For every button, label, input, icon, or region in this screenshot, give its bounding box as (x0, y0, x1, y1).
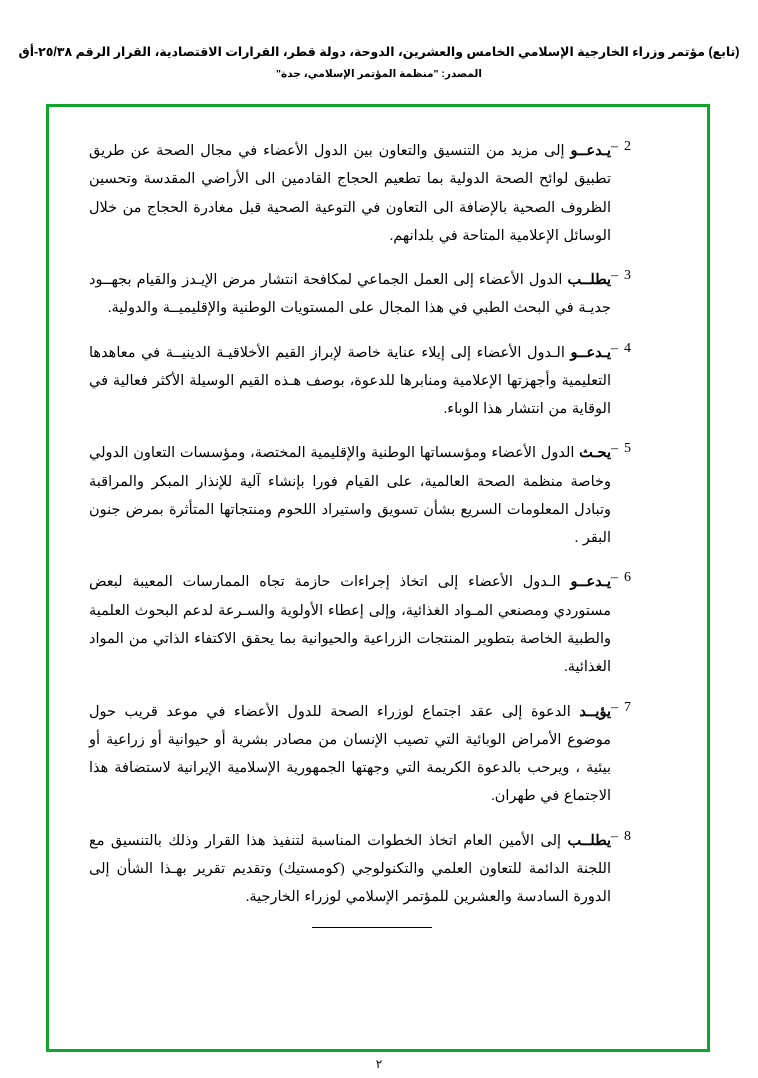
clause-index: 4 (624, 340, 631, 356)
clause-body (89, 339, 611, 424)
clause-lead: يطلــب (567, 832, 611, 849)
clause-index: 5 (624, 441, 631, 457)
clause-body (89, 568, 611, 681)
clause-dash: – (611, 828, 618, 844)
section-divider (312, 927, 432, 928)
clause-lead: يحـث (579, 445, 611, 462)
clause-lead: يؤيــد (579, 703, 611, 720)
list-item (89, 698, 655, 811)
clause-text: إلى مزيد من التنسيق والتعاون بين الدول الأعضاء في مجال الصحة عن طريق تطبيق لوائح الصحة الدولية بما تطعيم الحجاج القادمين الى الأراضي المقدسة وتحسين الظروف الصحية بالإضافة الى التعاون في التوعية الصحية قبل مغادرة الحجاج من خلال الوسائل الإعلامية المتاحة في بلدانهم. (89, 143, 611, 244)
clause-dash: – (611, 268, 618, 284)
clause-dash: – (611, 570, 618, 586)
clause-text: الدول الأعضاء ومؤسساتها الوطنية والإقليمية المختصة، ومؤسسات التعاون الدولي وخاصة منظمة الصحة العالمية، على القيام فورا بإنشاء آلية للإنذار المبكر والمراقبة وتبادل المعلومات السريع بشأن تسويق واستيراد اللحوم ومنتجاتها المتأثرة بمرض جنون البقر . (89, 445, 611, 547)
clause-dash: – (611, 441, 618, 457)
clause-body (89, 439, 611, 552)
clause-dash: – (611, 699, 618, 715)
clause-index: 7 (624, 699, 631, 715)
list-item (89, 568, 655, 681)
clause-index: 2 (624, 139, 631, 154)
clause-body (89, 698, 611, 811)
list-item (89, 339, 655, 424)
clause-lead: يـدعــو (570, 574, 611, 591)
clause-number (611, 439, 655, 457)
clause-text: الـدول الأعضاء إلى اتخاذ إجراءات حازمة تجاه الممارسات المعيبة لبعض مستوردي ومصنعي المـواد الغذائية، وإلى إعطاء الأولوية والسـرعة لدعم البحوث العلمية والطبية الخاصة بتطوير المنتجات الزراعية والحيوانية بما يحقق الاكتفاء الذاتي من المواد الغذائية. (89, 574, 611, 676)
clause-text: الدول الأعضاء إلى العمل الجماعي لمكافحة انتشار مرض الإيـدز والقيام بجهــود جديـة في البحث الطبي في هذا المجال على المستويات الوطنية والإقليميــة والدولية. (89, 272, 611, 317)
clause-number (611, 568, 655, 586)
clause-index: 3 (624, 268, 631, 284)
header-source: المصدر: "منظمة المؤتمر الإسلامي، جدة" (276, 67, 482, 80)
clause-number (611, 137, 655, 155)
clause-text: الـدول الأعضاء إلى إيلاء عناية خاصة لإبراز القيم الأخلاقيـة الدينيــة في معاهدها التعليمية وأجهزتها الإعلامية ومنابرها للدعوة، بوصف هـذه القيم الوسيلة الأكثر فعالية في الوقاية من انتشار هذا الوباء. (89, 344, 611, 418)
list-item (89, 827, 655, 912)
clause-body (89, 137, 611, 250)
list-item (89, 137, 655, 250)
list-item (89, 439, 655, 552)
clause-lead: يـدعــو (570, 344, 611, 361)
clause-lead: يطلــب (567, 272, 611, 289)
clause-text: الدعوة إلى عقد اجتماع لوزراء الصحة للدول الأعضاء في موعد قريب حول موضوع الأمراض الوبائية التي تصيب الإنسان من مصادر بشرية أو حيوانية أو زراعية أو بيئية ، ويرحب بالدعوة الكريمة التي وجهتها الجمهورية الإسلامية الإيرانية لاستضافة هذا الاجتماع في طهران. (89, 703, 611, 805)
clause-number (611, 266, 655, 284)
page-header (0, 44, 758, 82)
clause-body (89, 266, 611, 323)
clause-number (611, 827, 655, 845)
list-item (89, 266, 655, 323)
clause-text: إلى الأمين العام اتخاذ الخطوات المناسبة لتنفيذ هذا القرار وذلك بالتنسيق مع اللجنة الدائمة للتعاون العلمي والتكنولوجي (كومستيك) وتقديم تقرير بهـذا الشأن إلى الدورة السادسة والعشرين للمؤتمر الإسلامي لوزراء الخارجية. (89, 832, 611, 906)
clause-lead: يـدعــو (570, 143, 611, 159)
clause-index: 8 (624, 828, 631, 844)
clause-dash: – (611, 340, 618, 356)
clause-index: 6 (624, 570, 631, 586)
clause-body (89, 827, 611, 912)
page-number: ٢ (375, 1057, 383, 1071)
clause-number (611, 339, 655, 357)
clause-dash: – (611, 139, 618, 154)
content-frame (46, 104, 710, 1052)
clause-number (611, 698, 655, 716)
header-title: (تابع) مؤتمر وزراء الخارجية الإسلامي الخامس والعشرين، الدوحة، دولة قطر، القرارات الاقتصادية، القرار الرقم ٢٥/٣٨-أق (18, 45, 740, 59)
clause-list (49, 107, 707, 948)
